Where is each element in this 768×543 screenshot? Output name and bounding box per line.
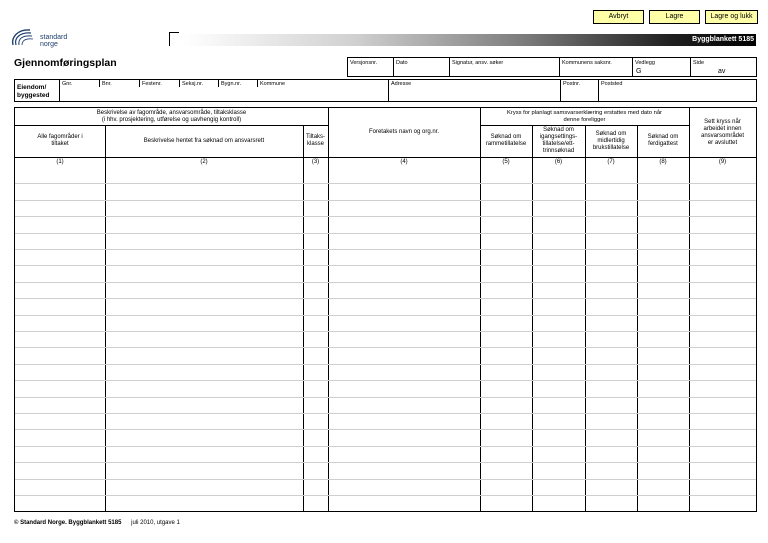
bygnnr-label: Bygn.nr. xyxy=(221,81,242,87)
bnr-label: Bnr. xyxy=(102,81,112,87)
plan-table xyxy=(14,107,757,512)
table-row[interactable] xyxy=(15,265,756,266)
table-row[interactable] xyxy=(15,183,756,184)
col-header-9: Sett kryss når arbeidet innen ansvarsområdet er avsluttet xyxy=(700,118,745,146)
saksnr-label: Kommunens saksnr. xyxy=(562,60,612,66)
property-heading: Eiendom/ byggested xyxy=(17,84,50,99)
col-header-2: Beskrivelse hentet fra søknad om ansvarsrett xyxy=(143,137,265,144)
table-row[interactable] xyxy=(15,298,756,299)
header-info-box xyxy=(347,57,757,77)
table-row[interactable] xyxy=(15,364,756,365)
table-row[interactable] xyxy=(15,479,756,480)
header-gradient-bar xyxy=(183,34,756,46)
col-num-2: (2) xyxy=(200,159,208,165)
table-row[interactable] xyxy=(15,233,756,234)
poststed-label: Poststed xyxy=(601,81,623,87)
postnr-label: Postnr. xyxy=(563,81,581,87)
table-row[interactable] xyxy=(15,249,756,250)
col-header-3: Tiltaks- klasse xyxy=(305,134,326,147)
col-num-6: (6) xyxy=(554,159,563,165)
side-value[interactable]: av xyxy=(718,68,726,75)
adresse-label: Adresse xyxy=(391,81,412,87)
gnr-label: Gnr. xyxy=(62,81,73,87)
table-row[interactable] xyxy=(15,413,756,414)
table-row[interactable] xyxy=(15,216,756,217)
col-header-8: Søknad om ferdigattest xyxy=(647,134,679,147)
table-row[interactable] xyxy=(15,446,756,447)
vedlegg-value[interactable]: G xyxy=(636,68,642,75)
kommune-label: Kommune xyxy=(260,81,286,87)
vedlegg-label: Vedlegg xyxy=(635,60,655,66)
footer xyxy=(14,519,180,527)
standard-norge-logo xyxy=(10,27,70,53)
table-row[interactable] xyxy=(15,429,756,430)
col-num-5: (5) xyxy=(502,159,510,165)
form-id-badge: Byggblankett 5185 xyxy=(692,36,754,43)
logo-text-standard: standard xyxy=(40,34,68,41)
table-row[interactable] xyxy=(15,495,756,496)
group-header-description: Beskrivelse av fagområde, ansvarsområde, tiltaksklasse (i hhv. prosjektering, utførelse og uavhengig kontroll) xyxy=(96,109,247,123)
table-row[interactable] xyxy=(15,380,756,381)
footer-copyright: © Standard Norge. Byggblankett 5185 xyxy=(14,520,122,526)
side-label: Side xyxy=(693,60,705,66)
col-num-7: (7) xyxy=(607,159,615,165)
logo-text-norge: norge xyxy=(40,41,58,48)
col-num-4: (4) xyxy=(400,159,408,165)
table-row[interactable] xyxy=(15,282,756,283)
col-num-9: (9) xyxy=(718,159,727,165)
col-header-1: Alle fagområder i tiltaket xyxy=(37,134,83,147)
col-header-6: Søknad om igangsettings- tillatelse/ett- trinnsøknad xyxy=(539,127,578,154)
logo-swirl-icon xyxy=(10,27,38,49)
property-box xyxy=(14,79,757,102)
table-row[interactable] xyxy=(15,331,756,332)
signatur-label: Signatur, ansv. søker xyxy=(452,60,504,66)
seksjnr-label: Seksj.nr. xyxy=(182,81,204,87)
versjonsnr-label: Versjonsnr. xyxy=(350,60,378,66)
save-button[interactable]: Lagre xyxy=(649,10,700,24)
group-header-declaration: Kryss for planlagt samsvarserklæring erstattes med dato når denne foreligger xyxy=(507,110,662,123)
cancel-button[interactable]: Avbryt xyxy=(593,10,644,24)
page-title: Gjennomføringsplan xyxy=(14,57,117,69)
save-and-close-button[interactable]: Lagre og lukk xyxy=(705,10,758,24)
table-row[interactable] xyxy=(15,462,756,463)
footer-edition: juli 2010, utgave 1 xyxy=(131,520,180,526)
col-num-3: (3) xyxy=(311,159,320,165)
header-bracket xyxy=(169,32,179,46)
table-row[interactable] xyxy=(15,200,756,201)
table-row[interactable] xyxy=(15,397,756,398)
festenr-label: Festenr. xyxy=(142,81,162,87)
col-num-1: (1) xyxy=(56,159,64,165)
table-row[interactable] xyxy=(15,347,756,348)
col-num-8: (8) xyxy=(659,159,667,165)
col-header-7: Søknad om midlertidig brukstillatelse xyxy=(592,130,630,151)
col-header-4: Foretakets navn og org.nr. xyxy=(368,129,440,135)
dato-label: Dato xyxy=(396,60,408,66)
col-header-5: Søknad om rammetillatelse xyxy=(485,134,527,147)
table-row[interactable] xyxy=(15,315,756,316)
